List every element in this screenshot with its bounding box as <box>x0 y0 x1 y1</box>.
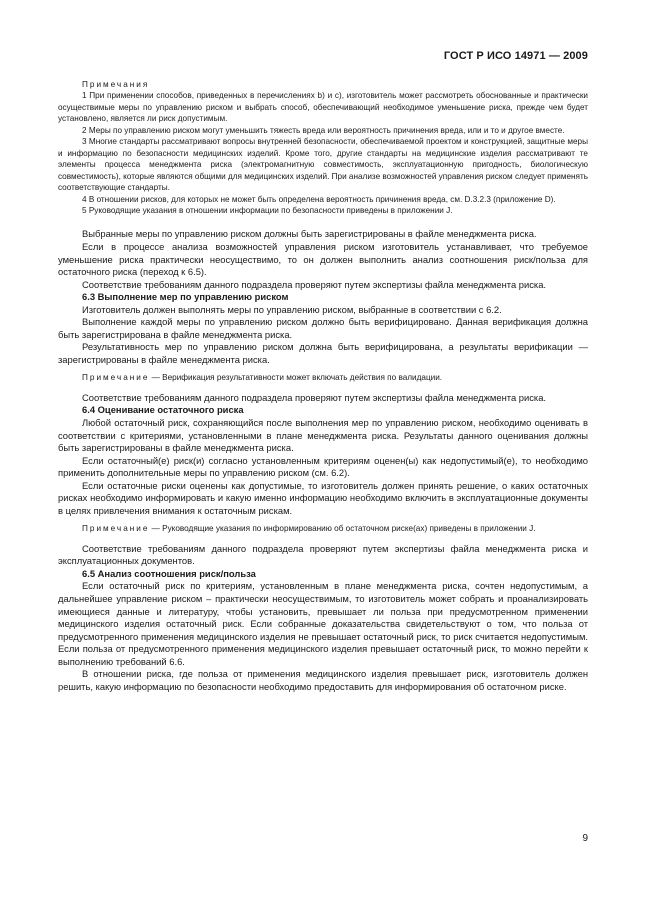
section-heading: 6.4 Оценивание остаточного риска <box>82 404 244 416</box>
note-label: Примечание <box>82 373 150 383</box>
note-item: 5 Руководящие указания в отношении информации по безопасности приведены в приложении J. <box>82 205 453 215</box>
section-note <box>58 523 588 534</box>
paragraph: Изготовитель должен выполнять меры по управлению риском, выбранные в соответствии с 6.2. <box>82 303 502 315</box>
standard-header: ГОСТ Р ИСО 14971 — 2009 <box>443 50 588 62</box>
note-item: 3 Многие стандарты рассматривают вопросы внутренней безопасности, обеспечиваемой проектом и конструкцией, защитные меры и информацию по безопасности медицинских изделий. Кроме того, другие стандарты на медицинские изделия рассматривают те элементы процесса менеджмента риска (электромагнитную совместимость, эксплуатационную пригодность, биологическую совместимость), которые являются общими для медицинских изделий. При анализе возможностей управления риском следует применять соответствующие стандарты. <box>58 137 588 193</box>
compliance-paragraph: Соответствие требованиям данного подраздела проверяют путем экспертизы файла менеджмента риска. <box>82 391 547 403</box>
compliance-paragraph: Соответствие требованиям данного подраздела проверяют путем экспертизы файла менеджмента риска и эксплуатационных документов. <box>58 542 588 567</box>
paragraph: В отношении риска, где польза от применения медицинского изделия превышает риск, изготовитель должен решить, какую информацию по безопасности необходимо предоставить для информирования об остаточном риске. <box>58 668 588 692</box>
section-heading: 6.5 Анализ соотношения риск/польза <box>82 567 256 579</box>
paragraph: Если остаточный(е) риск(и) согласно установленным критериям оценен(ы) как недопустимый(е), то необходимо применить дополнительные меры по управлению риском (см. 6.2). <box>58 454 588 479</box>
paragraph: Если в процессе анализа возможностей управления риском изготовитель устанавливает, что требуемое уменьшение риска практически неосуществимо, то он должен выполнить анализ соотношения риск/польза для остаточного риска (переход к 6.5). <box>58 240 588 278</box>
note-item: 2 Меры по управлению риском могут уменьшить тяжесть вреда или вероятность причинения вреда, или и то и другое вместе. <box>82 125 565 135</box>
note-label: Примечание <box>82 524 150 534</box>
note-item: 4 В отношении рисков, для которых не может быть определена вероятность причинения вреда, см. D.3.2.3 (приложение D). <box>82 194 556 204</box>
section-note <box>58 372 588 383</box>
note-text: — Руководящие указания по информированию об остаточном риске(ах) приведены в приложении J. <box>149 524 536 534</box>
paragraph: Если остаточные риски оценены как допустимые, то изготовитель должен принять решение, о каких остаточных рисках необходимо информировать и какую именно информацию необходимо включить в эксплуатационные документы в целях привлечения внимания к остаточным рискам. <box>58 479 588 516</box>
note-text: — Верификация результативности может включать действия по валидации. <box>149 373 443 383</box>
paragraph: Любой остаточный риск, сохраняющийся после выполнения мер по управлению риском, необходимо оценивать в соответствии с критериями, установленными в плане менеджмента риска. Результаты данного оценивания должны быть зарегистрированы в файле менеджмента риска. <box>58 417 588 454</box>
note-item: 1 При применении способов, приведенных в перечислениях b) и c), изготовитель может рассмотреть обоснованные и практически осуществимые меры по управлению риском и выбрать способ, обеспечивающий необходимое уменьшение риска, прежде чем будет установлено, является ли риск допустимым. <box>58 91 588 124</box>
paragraph: Соответствие требованиям данного подраздела проверяют путем экспертизы файла менеджмента риска. <box>82 278 547 290</box>
page-number: 9 <box>582 833 588 844</box>
paragraph: Результативность мер по управлению риском должна быть верифицирована, а результаты верификации — зарегистрированы в файле менеджмента риска. <box>58 341 588 365</box>
notes-title: Примечания <box>82 80 150 89</box>
section-heading: 6.3 Выполнение мер по управлению риском <box>82 291 289 303</box>
paragraph: Выполнение каждой меры по управлению риском должно быть верифицировано. Данная верификация должна быть зарегистрирована в файле менеджмента риска. <box>58 316 588 340</box>
paragraph: Выбранные меры по управлению риском должны быть зарегистрированы в файле менеджмента риска. <box>82 228 537 240</box>
paragraph: Если остаточный риск по критериям, установленным в плане менеджмента риска, сочтен недопустимым, а дальнейшее управление риском – практически неосуществимым, то изготовитель может собрать и проанализировать имеющиеся данные и литературу, чтобы установить, превышает ли польза при предусмотренном применении медицинского изделия остаточный риск. Если собранные доказательства свидетельствуют о том, что польза от предусмотренного применения медицинского изделия не превышает остаточный риск, то риск считается недопустимым. Если польза от предусмотренного применения медицинского изделия превышает остаточный риск, то можно перейти к выполнению требований 6.6. <box>58 580 588 667</box>
page-content <box>58 79 588 693</box>
notes-block <box>58 79 588 216</box>
